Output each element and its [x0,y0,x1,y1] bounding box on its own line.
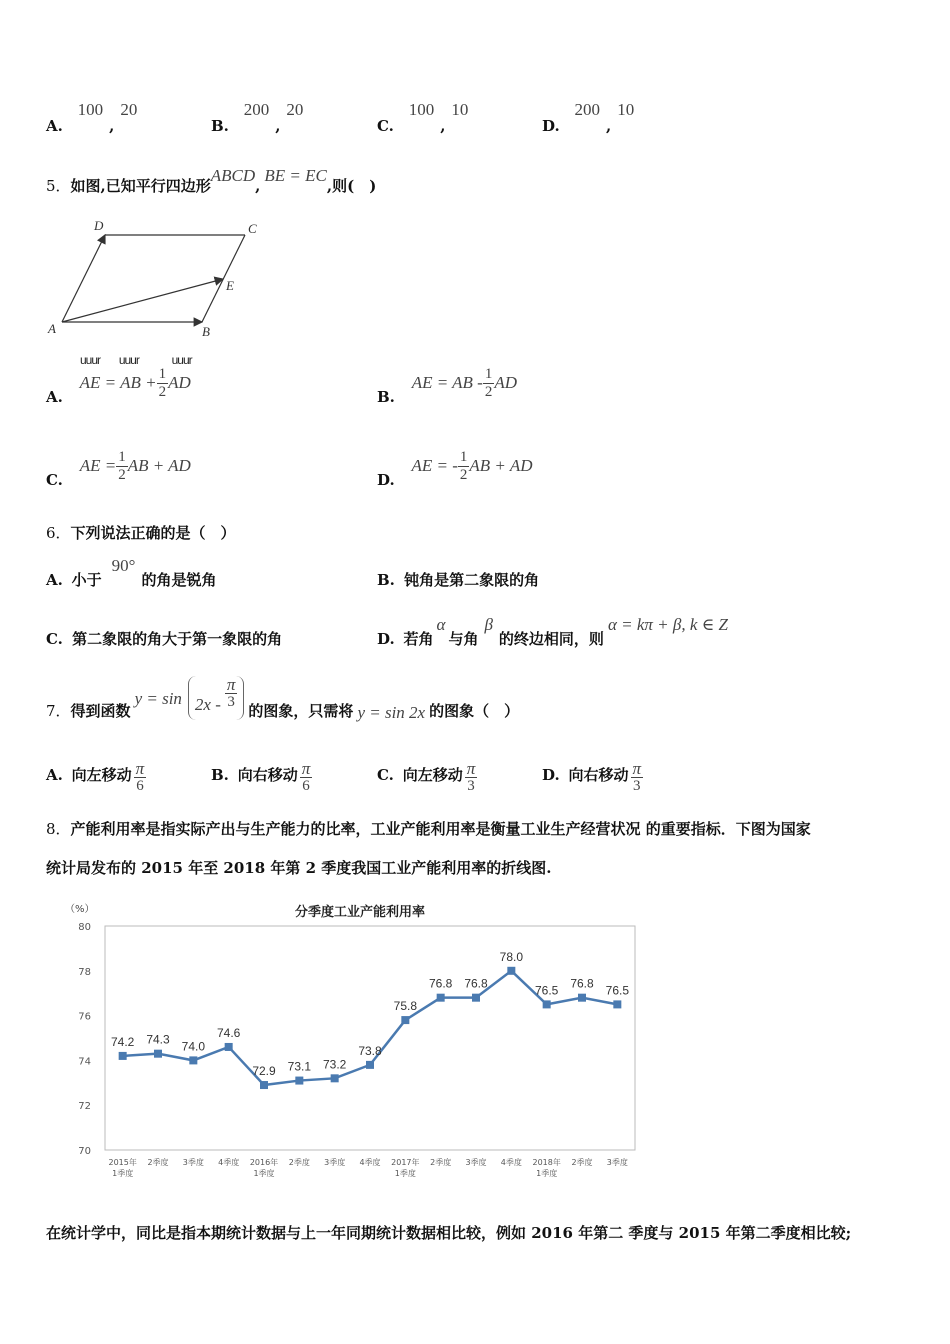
data-point [331,1074,339,1082]
footer-text: 在统计学中，同比是指本期统计数据与上一年同期统计数据相比较，例如 2016 年第二 季度与 2015 年第二季度相比较; [46,1224,852,1242]
function-2: y = sin 2x [357,703,426,722]
paren-group [188,676,245,720]
q4-option-b[interactable] [211,100,304,135]
edge-ae [62,279,223,322]
option-text-end: 的终边相同，则 [498,630,604,648]
y-tick-label: 78 [78,966,91,978]
y-tick-label: 76 [78,1011,91,1023]
q5-option-d[interactable] [377,433,533,489]
x-tick-label: 3季度 [606,1158,628,1167]
edge-cb [202,235,245,322]
question-number: 5． [46,177,71,195]
stem-text: 下列说法正确的是（ ） [70,524,236,542]
comma: , [440,117,446,135]
data-point [472,994,480,1002]
question-number: 8． [46,820,71,838]
data-label: 76.8 [464,976,488,991]
y-unit-label: （%） [65,904,95,915]
option-label: B. [211,765,229,784]
expr-lhs: AE = AB - [411,372,483,392]
value-2: 10 [617,100,635,119]
data-point [437,994,445,1002]
option-label: D. [377,470,395,489]
data-label: 72.9 [252,1064,276,1079]
function-lhs: y = sin [134,689,182,708]
data-point [613,1000,621,1008]
data-point [189,1056,197,1064]
q8-line-1 [46,818,811,839]
stem-text: 如图,已知平行四边形 [70,177,211,195]
fraction-half: $\frac{1}{2}$ [118,449,126,483]
option-text-end: 的角是锐角 [141,571,217,589]
data-point [119,1052,127,1060]
data-point [225,1043,233,1051]
parallelogram-figure [40,215,280,345]
option-label: A. [46,117,63,135]
fraction: $\frac{\pi}{6}$ [135,759,145,794]
question-number: 7． [46,702,71,720]
fraction-half: $\frac{1}{2}$ [158,366,167,400]
value-1: 200 [574,100,600,119]
q7-stem [46,676,519,720]
y-tick-label: 80 [78,922,91,933]
option-label: D. [377,630,395,648]
expr-lhs: AE = - [411,455,458,475]
option-label: B. [377,571,395,589]
stem-text-end: 的图象（ ） [429,702,520,720]
option-text: 小于 [71,571,102,589]
value-2: 20 [120,100,138,119]
comma: , [275,117,281,135]
q4-option-a[interactable] [46,100,138,135]
label-c: C [248,221,257,236]
comma: , [255,177,261,195]
data-label: 74.6 [216,1025,241,1040]
option-text: 向左移动 [71,765,132,784]
x-tick-sublabel: 1季度 [536,1169,558,1178]
x-tick-label: 4季度 [218,1158,240,1167]
x-tick-label: 4季度 [500,1158,522,1167]
option-text: 向右移动 [568,765,629,784]
option-label: B. [377,387,395,406]
math-beta: β [484,615,493,634]
data-label: 74.0 [181,1039,206,1054]
q4-option-d[interactable] [542,100,635,135]
data-label: 76.5 [534,983,559,998]
x-tick-label: 2015年 [108,1158,137,1167]
expr-rhs: AB + AD [469,455,533,475]
y-tick-label: 74 [78,1056,91,1068]
stem-text-mid: 的图象，只需将 [248,702,354,720]
q5-option-b[interactable] [377,350,517,406]
data-point [507,967,515,975]
option-text-mid: 与角 [448,630,479,648]
data-label: 76.8 [570,976,594,991]
data-label: 73.8 [358,1043,382,1058]
option-text: 若角 [403,630,434,648]
q6-option-b[interactable] [377,569,539,590]
fraction: $\frac{\pi}{6}$ [301,759,311,794]
comma: , [605,117,612,135]
chart-title: 分季度工业产能利用率 [294,905,426,920]
expr-rhs: AB + AD [127,455,191,475]
q7-option-d[interactable] [542,760,643,795]
x-tick-label: 2018年 [532,1158,561,1167]
fraction: $\frac{\pi}{3}$ [632,759,642,794]
data-point [260,1081,268,1089]
data-point [543,1000,551,1008]
plot-frame [105,926,635,1150]
value-1: 200 [243,100,270,119]
function-inner: 2x - [194,694,221,714]
data-label: 75.8 [393,999,418,1014]
x-tick-label: 3季度 [465,1158,487,1167]
q5-option-c[interactable] [46,433,191,489]
x-tick-label: 2季度 [147,1158,169,1167]
stem-text: 产能利用率是指实际产出与生产能力的比率，工业产能利用率是衡量工业生产经营状况 的重要指标．下图为国家 [70,820,811,838]
capacity-utilization-chart [55,890,655,1190]
data-label: 74.3 [146,1032,170,1047]
q5-option-a[interactable] [46,350,192,406]
data-label: 74.2 [110,1034,135,1049]
q7-option-a[interactable] [46,760,146,795]
expr-lhs: AE = [79,455,117,475]
x-tick-label: 2季度 [288,1158,310,1167]
y-tick-label: 72 [78,1101,91,1113]
option-label: C. [46,630,63,648]
x-tick-label: 2016年 [249,1158,279,1167]
expr-rhs: AD [494,372,517,392]
fraction: $\frac{\pi}{3}$ [466,759,476,794]
option-text: 向右移动 [237,765,298,784]
fraction-half: $\frac{1}{2}$ [484,366,493,400]
x-tick-sublabel: 1季度 [112,1169,134,1178]
math-90-degree: 90° [111,556,136,575]
option-label: A. [46,571,63,589]
option-text: 第二象限的角大于第一象限的角 [72,630,283,648]
data-label: 76.5 [605,983,630,998]
label-a: A [48,321,56,336]
x-tick-label: 3季度 [182,1158,204,1167]
q6-stem [46,522,236,543]
data-point [578,994,586,1002]
data-point [401,1016,409,1024]
data-point [154,1050,162,1058]
x-tick-sublabel: 1季度 [394,1169,416,1178]
edge-ad [62,235,105,322]
q6-option-d[interactable] [377,614,728,648]
value-1: 100 [77,100,104,119]
stem-text: 得到函数 [70,702,131,720]
x-tick-sublabel: 1季度 [253,1169,275,1178]
fraction-pi-3: $\frac{\pi}{3}$ [226,675,236,710]
x-tick-label: 2017年 [391,1158,420,1167]
expr-rhs: AD [168,372,191,392]
math-condition: α = kπ + β, k ∈ Z [607,615,728,634]
option-label: C. [377,117,394,135]
option-label: D. [542,117,560,135]
option-label: B. [211,117,229,135]
option-label: A. [46,387,63,406]
data-label: 78.0 [499,949,524,964]
q5-stem [46,165,377,195]
data-label: 76.8 [428,976,453,991]
math-abcd: ABCD [210,166,256,185]
expr-lhs: AE = AB + [79,372,157,392]
math-be-ec: BE = EC [264,166,327,185]
question-number: 6． [46,524,71,542]
data-point [295,1077,303,1085]
label-e: E [226,278,234,293]
label-b: B [202,324,210,339]
data-point [366,1061,374,1069]
option-label: A. [46,765,63,784]
option-label: D. [542,765,560,784]
option-text: 向左移动 [402,765,463,784]
q6-option-a[interactable] [46,555,217,589]
option-label: C. [377,765,394,784]
label-d: D [94,218,104,233]
data-label: 73.1 [287,1059,312,1074]
q4-option-c[interactable] [377,100,469,135]
stem-text-end: ,则( ) [326,177,377,195]
comma: , [109,117,115,135]
q7-option-b[interactable] [211,760,312,795]
option-text: 钝角是第二象限的角 [404,571,540,589]
q8-line-2: 统计局发布的 2015 年至 2018 年第 2 季度我国工业产能利用率的折线图. [46,859,552,877]
q7-option-c[interactable] [377,760,477,795]
value-2: 20 [286,100,304,119]
x-tick-label: 3季度 [324,1158,346,1167]
x-tick-label: 4季度 [359,1158,381,1167]
vector-marks: uuur uuur uuur [80,353,192,367]
data-label: 73.2 [322,1057,347,1072]
x-tick-label: 2季度 [571,1158,593,1167]
fraction-half: $\frac{1}{2}$ [459,449,468,483]
x-tick-label: 2季度 [430,1158,452,1167]
option-label: C. [46,470,63,489]
math-alpha: α [436,615,446,634]
value-1: 100 [408,100,435,119]
value-2: 10 [451,100,469,119]
y-tick-label: 70 [78,1146,91,1157]
q6-option-c[interactable] [46,628,282,649]
